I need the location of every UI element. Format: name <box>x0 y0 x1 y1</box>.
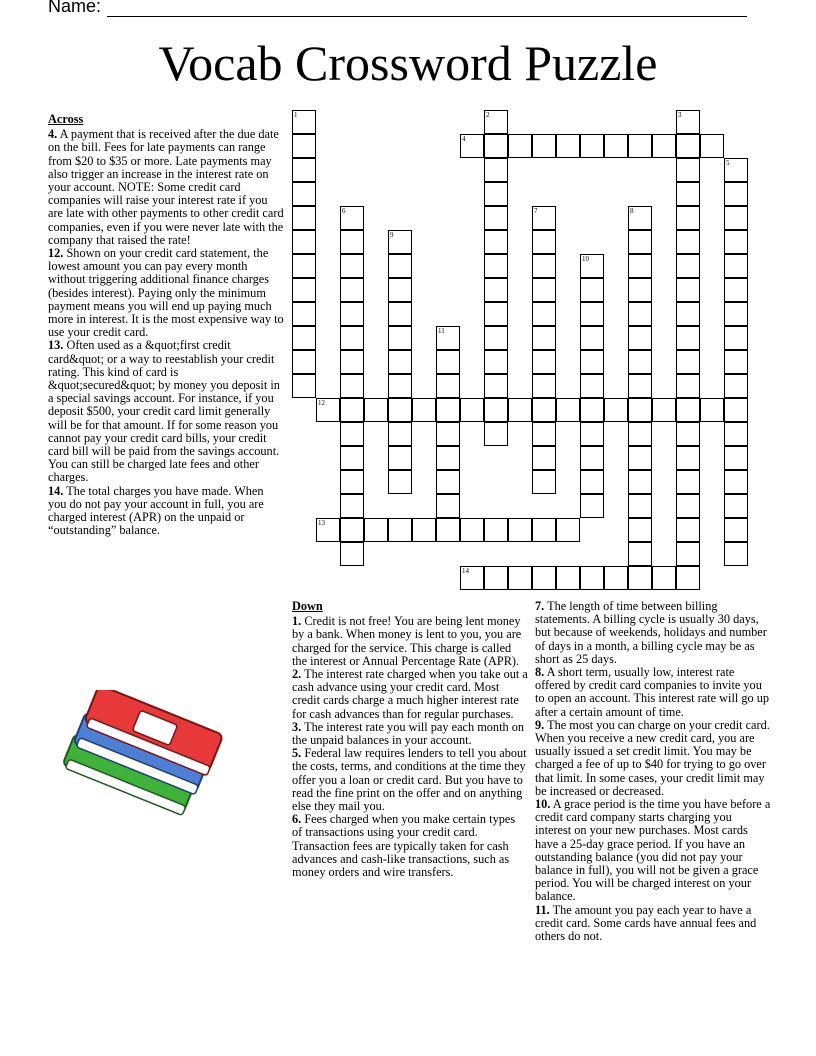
crossword-cell[interactable] <box>580 254 604 278</box>
crossword-cell[interactable] <box>388 230 412 254</box>
clue-text: The interest rate charged when you take out a cash advance using your credit card. Most credit cards charge a much higher interest rate for cash advances than for regular purchases. <box>292 667 528 721</box>
crossword-cell[interactable] <box>724 518 748 542</box>
crossword-cell[interactable] <box>484 206 508 230</box>
across-heading: Across <box>48 112 84 126</box>
crossword-cell[interactable] <box>484 134 508 158</box>
crossword-cell[interactable] <box>724 302 748 326</box>
crossword-cell[interactable] <box>604 398 628 422</box>
crossword-cell[interactable] <box>532 302 556 326</box>
crossword-cell[interactable] <box>532 350 556 374</box>
crossword-cell[interactable] <box>532 134 556 158</box>
crossword-cell[interactable] <box>628 350 652 374</box>
crossword-cell[interactable] <box>460 566 484 590</box>
crossword-cell[interactable] <box>436 494 460 518</box>
clue-text: The amount you pay each year to have a credit card. Some cards have annual fees and others do not. <box>535 902 757 944</box>
crossword-cell[interactable] <box>412 518 436 542</box>
crossword-cell[interactable] <box>364 518 388 542</box>
cell-number: 3 <box>678 111 682 119</box>
crossword-cell[interactable] <box>724 158 748 182</box>
crossword-cell[interactable] <box>580 134 604 158</box>
crossword-cell[interactable] <box>292 230 316 254</box>
crossword-cell[interactable] <box>388 470 412 494</box>
crossword-cell[interactable] <box>676 542 700 566</box>
crossword-cell[interactable] <box>292 134 316 158</box>
crossword-cell[interactable] <box>532 278 556 302</box>
crossword-cell[interactable] <box>676 326 700 350</box>
crossword-cell[interactable] <box>292 326 316 350</box>
crossword-cell[interactable] <box>724 206 748 230</box>
crossword-cell[interactable] <box>556 518 580 542</box>
cell-number: 7 <box>534 207 538 215</box>
crossword-cell[interactable] <box>724 278 748 302</box>
crossword-cell[interactable] <box>676 398 700 422</box>
crossword-cell[interactable] <box>724 446 748 470</box>
clue-text: A grace period is the time you have before a credit card company starts charging you interest on your new purchases. Most cards have a 25-day grace period. If you have an outstanding balance (you did not pay your balance in full), you will not be given a grace period. You will be charged interest on your balance. <box>535 797 771 904</box>
cell-number: 12 <box>318 399 325 407</box>
crossword-cell[interactable] <box>436 326 460 350</box>
crossword-cell[interactable] <box>652 134 676 158</box>
cell-number: 9 <box>390 231 394 239</box>
crossword-cell[interactable] <box>388 254 412 278</box>
crossword-cell[interactable] <box>388 278 412 302</box>
clue-text: A short term, usually low, interest rate offered by credit card companies to invite you to open an account. This interest rate will go up after a certain amount of time. <box>535 665 770 719</box>
crossword-cell[interactable] <box>436 518 460 542</box>
crossword-cell[interactable] <box>580 398 604 422</box>
clue-item <box>535 666 771 719</box>
crossword-cell[interactable] <box>700 134 724 158</box>
clue-item <box>535 798 771 904</box>
clue-number: 6. <box>292 812 302 827</box>
crossword-cell[interactable] <box>340 374 364 398</box>
crossword-cell[interactable] <box>700 398 724 422</box>
crossword-cell[interactable] <box>316 518 340 542</box>
crossword-cell[interactable] <box>292 206 316 230</box>
stack-of-books-icon <box>50 690 230 845</box>
crossword-cell[interactable] <box>676 110 700 134</box>
crossword-cell[interactable] <box>628 422 652 446</box>
crossword-cell[interactable] <box>340 518 364 542</box>
crossword-cell[interactable] <box>676 494 700 518</box>
clue-number: 1. <box>292 614 302 629</box>
crossword-cell[interactable] <box>604 566 628 590</box>
crossword-cell[interactable] <box>580 470 604 494</box>
crossword-cell[interactable] <box>340 254 364 278</box>
cell-number: 6 <box>342 207 346 215</box>
across-clues <box>48 113 284 538</box>
crossword-cell[interactable] <box>724 182 748 206</box>
crossword-cell[interactable] <box>628 542 652 566</box>
crossword-cell[interactable] <box>436 422 460 446</box>
crossword-cell[interactable] <box>556 398 580 422</box>
crossword-cell[interactable] <box>484 278 508 302</box>
crossword-cell[interactable] <box>484 110 508 134</box>
clue-item <box>48 247 284 339</box>
crossword-cell[interactable] <box>532 422 556 446</box>
crossword-cell[interactable] <box>292 374 316 398</box>
crossword-cell[interactable] <box>652 398 676 422</box>
crossword-cell[interactable] <box>580 422 604 446</box>
crossword-cell[interactable] <box>364 398 388 422</box>
crossword-cell[interactable] <box>580 326 604 350</box>
crossword-cell[interactable] <box>484 254 508 278</box>
cell-number: 11 <box>438 327 445 335</box>
crossword-cell[interactable] <box>340 326 364 350</box>
clue-item <box>292 668 528 721</box>
down-clues-column-2 <box>535 600 771 943</box>
down-clues-column-1 <box>292 600 528 879</box>
crossword-cell[interactable] <box>724 350 748 374</box>
clue-item <box>48 339 284 484</box>
crossword-cell[interactable] <box>316 398 340 422</box>
crossword-cell[interactable] <box>532 230 556 254</box>
crossword-cell[interactable] <box>580 494 604 518</box>
crossword-cell[interactable] <box>628 566 652 590</box>
clue-item <box>535 719 771 798</box>
crossword-cell[interactable] <box>532 254 556 278</box>
crossword-cell[interactable] <box>580 350 604 374</box>
crossword-cell[interactable] <box>484 374 508 398</box>
crossword-cell[interactable] <box>436 446 460 470</box>
crossword-cell[interactable] <box>340 398 364 422</box>
crossword-cell[interactable] <box>292 350 316 374</box>
crossword-cell[interactable] <box>532 374 556 398</box>
clue-item <box>535 904 771 944</box>
crossword-cell[interactable] <box>340 230 364 254</box>
crossword-cell[interactable] <box>532 518 556 542</box>
crossword-cell[interactable] <box>292 278 316 302</box>
crossword-cell[interactable] <box>484 518 508 542</box>
clue-number: 10. <box>535 797 551 812</box>
crossword-cell[interactable] <box>628 470 652 494</box>
crossword-cell[interactable] <box>676 422 700 446</box>
crossword-cell[interactable] <box>340 278 364 302</box>
crossword-cell[interactable] <box>532 398 556 422</box>
crossword-cell[interactable] <box>460 518 484 542</box>
crossword-cell[interactable] <box>532 446 556 470</box>
crossword-cell[interactable] <box>676 230 700 254</box>
cell-number: 1 <box>294 111 298 119</box>
clue-number: 12. <box>48 246 64 261</box>
crossword-cell[interactable] <box>436 398 460 422</box>
crossword-cell[interactable] <box>628 254 652 278</box>
cell-number: 13 <box>318 519 325 527</box>
down-heading: Down <box>292 599 323 613</box>
cell-number: 2 <box>486 111 490 119</box>
crossword-cell[interactable] <box>628 206 652 230</box>
crossword-cell[interactable] <box>628 518 652 542</box>
crossword-cell[interactable] <box>340 422 364 446</box>
crossword-cell[interactable] <box>292 254 316 278</box>
clue-item <box>292 747 528 813</box>
crossword-cell[interactable] <box>388 446 412 470</box>
crossword-cell[interactable] <box>436 470 460 494</box>
cell-number: 4 <box>462 135 466 143</box>
crossword-cell[interactable] <box>724 422 748 446</box>
crossword-cell[interactable] <box>340 494 364 518</box>
crossword-cell[interactable] <box>724 254 748 278</box>
crossword-cell[interactable] <box>580 566 604 590</box>
crossword-cell[interactable] <box>292 302 316 326</box>
crossword-cell[interactable] <box>676 566 700 590</box>
crossword-cell[interactable] <box>676 446 700 470</box>
crossword-cell[interactable] <box>628 326 652 350</box>
crossword-cell[interactable] <box>460 398 484 422</box>
crossword-cell[interactable] <box>580 278 604 302</box>
crossword-cell[interactable] <box>628 230 652 254</box>
crossword-cell[interactable] <box>484 422 508 446</box>
crossword-cell[interactable] <box>724 470 748 494</box>
crossword-cell[interactable] <box>340 302 364 326</box>
crossword-cell[interactable] <box>436 350 460 374</box>
clue-number: 3. <box>292 719 302 734</box>
crossword-cell[interactable] <box>532 326 556 350</box>
crossword-cell[interactable] <box>556 134 580 158</box>
crossword-cell[interactable] <box>724 230 748 254</box>
crossword-cell[interactable] <box>484 398 508 422</box>
crossword-cell[interactable] <box>484 158 508 182</box>
crossword-cell[interactable] <box>340 542 364 566</box>
crossword-cell[interactable] <box>556 566 580 590</box>
crossword-cell[interactable] <box>676 302 700 326</box>
cell-number: 14 <box>462 567 469 575</box>
clue-number: 14. <box>48 483 64 498</box>
crossword-cell[interactable] <box>628 494 652 518</box>
crossword-cell[interactable] <box>724 494 748 518</box>
crossword-cell[interactable] <box>676 278 700 302</box>
crossword-cell[interactable] <box>508 398 532 422</box>
clue-number: 2. <box>292 667 302 682</box>
crossword-cell[interactable] <box>484 326 508 350</box>
crossword-cell[interactable] <box>676 134 700 158</box>
crossword-cell[interactable] <box>532 566 556 590</box>
crossword-cell[interactable] <box>628 302 652 326</box>
clue-number: 7. <box>535 599 545 613</box>
crossword-cell[interactable] <box>676 158 700 182</box>
crossword-cell[interactable] <box>460 134 484 158</box>
clue-item <box>48 128 284 247</box>
clue-number: 4. <box>48 127 58 142</box>
clue-text: Often used as a &quot;first credit card&quot; or a way to reestablish your credit rating. This kind of card is &quot;secured&quot; by money you deposit in a special savings account. For instance, if you deposit $500, your credit card limit generally will be for that amount. If for some reason you cannot pay your credit card bills, your credit card bill will be paid from the savings account. You can still be charged late fees and other charges. <box>48 338 280 485</box>
cell-number: 5 <box>726 159 730 167</box>
clue-item <box>48 485 284 538</box>
clue-number: 9. <box>535 717 545 732</box>
clue-item <box>535 600 771 666</box>
crossword-cell[interactable] <box>676 182 700 206</box>
clue-text: The length of time between billing statements. A billing cycle is usually 30 days, but because of weekends, holidays and number of days in a month, a billing cycle may be as short as 25 days. <box>535 599 767 666</box>
crossword-cell[interactable] <box>484 230 508 254</box>
crossword-cell[interactable] <box>724 542 748 566</box>
crossword-cell[interactable] <box>724 374 748 398</box>
clue-text: Shown on your credit card statement, the lowest amount you can pay every month without triggering additional finance charges (besides interest). Paying only the minimum payment means you will end up paying much more in interest. It is the most expensive way to use your credit card. <box>48 246 284 340</box>
crossword-cell[interactable] <box>388 374 412 398</box>
crossword-cell[interactable] <box>508 134 532 158</box>
cell-number: 10 <box>582 255 589 263</box>
crossword-cell[interactable] <box>484 182 508 206</box>
crossword-cell[interactable] <box>724 326 748 350</box>
clue-item <box>292 615 528 668</box>
page-title: Vocab Crossword Puzzle <box>158 35 658 91</box>
crossword-cell[interactable] <box>484 566 508 590</box>
crossword-cell[interactable] <box>628 278 652 302</box>
clue-item <box>292 813 528 879</box>
clue-number: 11. <box>535 902 550 917</box>
crossword-cell[interactable] <box>676 470 700 494</box>
clue-text: Credit is not free! You are being lent money by a bank. When money is lent to you, you are charged for the service. This charge is called the interest or Annual Percentage Rate (APR). <box>292 614 522 668</box>
crossword-cell[interactable] <box>676 518 700 542</box>
crossword-cell[interactable] <box>388 302 412 326</box>
crossword-cell[interactable] <box>292 182 316 206</box>
crossword-cell[interactable] <box>580 374 604 398</box>
crossword-cell[interactable] <box>388 398 412 422</box>
crossword-cell[interactable] <box>508 518 532 542</box>
crossword-cell[interactable] <box>604 134 628 158</box>
crossword-cell[interactable] <box>388 350 412 374</box>
clue-text: A payment that is received after the due date on the bill. Fees for late payments can range from $20 to $35 or more. Late payments may also trigger an increase in the interest rate on your account. NOTE: Some credit card companies will raise your interest rate if you are late with other payments to other credit card companies, even if you were never late with the company that raised the rate! <box>48 127 284 247</box>
crossword-cell[interactable] <box>388 326 412 350</box>
crossword-cell[interactable] <box>508 566 532 590</box>
clue-text: Fees charged when you make certain types of transactions using your credit card. Transaction fees are typically taken for cash advances and cash-like transactions, such as money orders and wire transfers. <box>292 812 516 880</box>
crossword-cell[interactable] <box>724 398 748 422</box>
crossword-cell[interactable] <box>676 254 700 278</box>
crossword-cell[interactable] <box>580 446 604 470</box>
crossword-cell[interactable] <box>412 398 436 422</box>
clue-text: The interest rate you will pay each month on the unpaid balances in your account. <box>292 719 525 748</box>
name-label: Name: <box>48 0 102 16</box>
crossword-cell[interactable] <box>676 350 700 374</box>
clue-number: 5. <box>292 746 302 761</box>
crossword-cell[interactable] <box>388 518 412 542</box>
crossword-cell[interactable] <box>388 422 412 446</box>
crossword-cell[interactable] <box>652 566 676 590</box>
crossword-cell[interactable] <box>676 374 700 398</box>
crossword-cell[interactable] <box>676 206 700 230</box>
crossword-cell[interactable] <box>340 206 364 230</box>
crossword-cell[interactable] <box>532 470 556 494</box>
crossword-cell[interactable] <box>292 158 316 182</box>
crossword-cell[interactable] <box>340 446 364 470</box>
clue-item <box>292 721 528 747</box>
crossword-cell[interactable] <box>340 470 364 494</box>
crossword-cell[interactable] <box>628 398 652 422</box>
crossword-cell[interactable] <box>340 350 364 374</box>
crossword-cell[interactable] <box>532 206 556 230</box>
clue-text: The total charges you have made. When you do not pay your account in full, you are charged interest (APR) on the unpaid or “outstanding” balance. <box>48 483 264 538</box>
clue-text: The most you can charge on your credit card. When you receive a new credit card, you are usually issued a set credit limit. You may be charged a fee of up to $40 for trying to go over that limit. In some cases, your credit limit may be increased or decreased. <box>535 717 770 798</box>
crossword-cell[interactable] <box>580 302 604 326</box>
crossword-cell[interactable] <box>628 374 652 398</box>
crossword-cell[interactable] <box>436 374 460 398</box>
cell-number: 8 <box>630 207 634 215</box>
crossword-cell[interactable] <box>484 350 508 374</box>
crossword-cell[interactable] <box>292 110 316 134</box>
clue-number: 8. <box>535 665 545 680</box>
clue-text: Federal law requires lenders to tell you about the costs, terms, and conditions at the time they offer you a loan or credit card. But you have to read the fine print on the offer and on anything else they mail you. <box>292 746 527 814</box>
crossword-cell[interactable] <box>484 302 508 326</box>
clue-number: 13. <box>48 338 64 353</box>
crossword-cell[interactable] <box>628 134 652 158</box>
crossword-cell[interactable] <box>628 446 652 470</box>
